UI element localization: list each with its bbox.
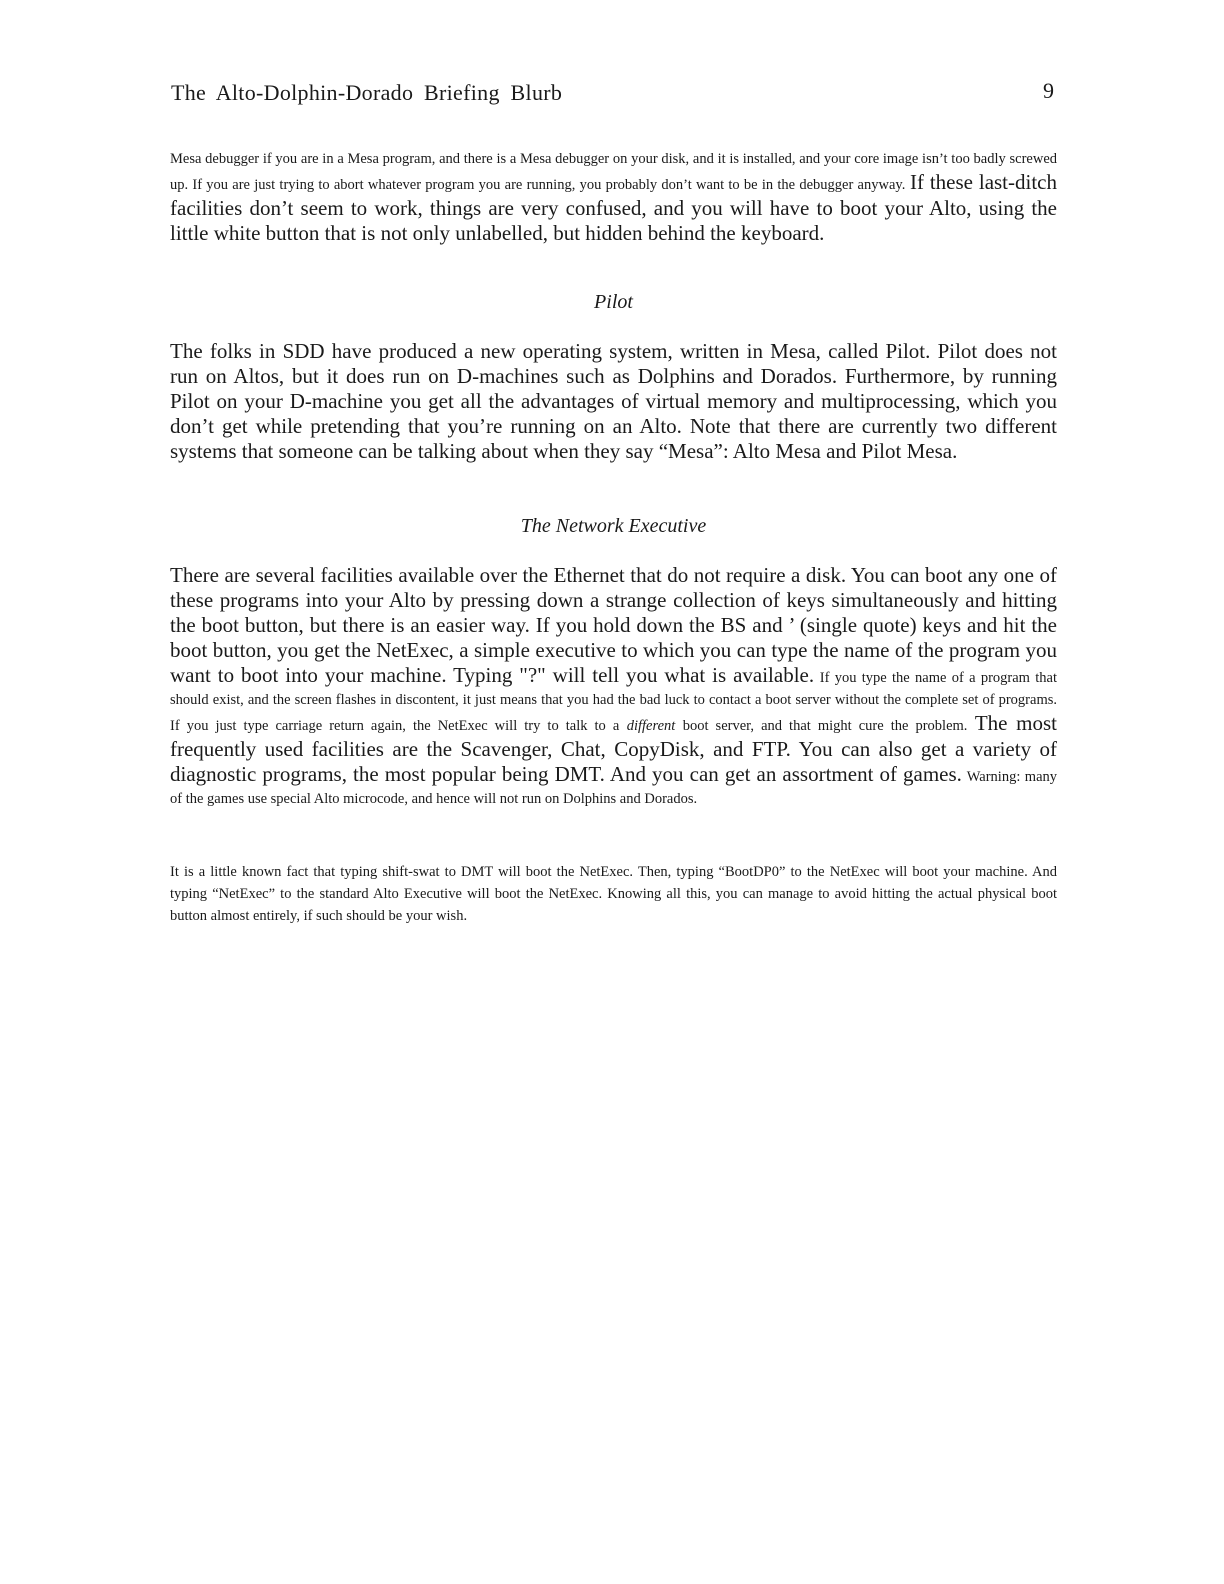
section-heading-pilot: Pilot bbox=[594, 291, 633, 313]
netexec-small-text-1: If you type the name of a program that should exist, and the screen flashes in discontent, it just means that you had the bad luck to contact a boot server without the complete set of programs. If you just type carriage return again, the NetExec will try to talk to a bbox=[170, 670, 1057, 734]
netexec-emphasis: different bbox=[626, 718, 676, 734]
closing-paragraph: It is a little known fact that typing shift-swat to DMT will boot the NetExec. Then, typing “BootDP0” to the NetExec will boot your machine. And typing “NetExec” to the standard Alto Executive will boot the NetExec. Knowing all this, you can manage to avoid hitting the actual physical boot button almost entirely, if such should be your wish. bbox=[170, 864, 1057, 924]
intro-large-text: If these last-ditch facilities don’t seem to work, things are very confused, and you will have to boot your Alto, using the little white button that is not only unlabelled, but hidden behind the keyboard. bbox=[170, 170, 1057, 245]
intro-paragraph bbox=[170, 148, 1057, 246]
page-number: 9 bbox=[1043, 78, 1054, 103]
netexec-large-text-2: The most frequently used facilities are the Scavenger, Chat, CopyDisk, and FTP. You can also get a variety of diagnostic programs, the most popular being DMT. And you can get an assortment of games. bbox=[170, 711, 1058, 786]
netexec-small-text-2: boot server, and that might cure the problem. bbox=[682, 718, 968, 734]
pilot-paragraph: The folks in SDD have produced a new operating system, written in Mesa, called Pilot. Pilot does not run on Altos, but it does run on D-machines such as Dolphins and Dorados. Furthermore, by running Pilot on your D-machine you get all the advantages of virtual memory and multiprocessing, which you don’t get while pretending that you’re running on an Alto. Note that there are currently two different systems that someone can be talking about when they say “Mesa”: Alto Mesa and Pilot Mesa. bbox=[170, 339, 1057, 463]
section-heading-network-executive: The Network Executive bbox=[520, 515, 707, 537]
netexec-paragraph bbox=[170, 563, 1057, 810]
netexec-large-text-1: There are several facilities available over the Ethernet that do not require a disk. You can boot any one of these programs into your Alto by pressing down a strange collection of keys simultaneously and hitting the boot button, but there is an easier way. If you hold down the BS and ’ (single quote) keys and hit the boot button, you get the NetExec, a simple executive to which you can type the name of the program you want to boot into your machine. Typing "?" will tell you what is available. bbox=[170, 563, 1057, 687]
intro-small-text: Mesa debugger if you are in a Mesa program, and there is a Mesa debugger on your disk, and it is installed, and your core image isn’t too badly screwed up. If you are just trying to abort whatever program you are running, you probably don’t want to be in the debugger anyway. bbox=[170, 151, 1057, 193]
netexec-warning: Warning: many of the games use special Alto microcode, and hence will not run on Dolphins and Dorados. bbox=[170, 769, 1058, 807]
running-header-title: The Alto-Dolphin-Dorado Briefing Blurb bbox=[171, 80, 563, 105]
